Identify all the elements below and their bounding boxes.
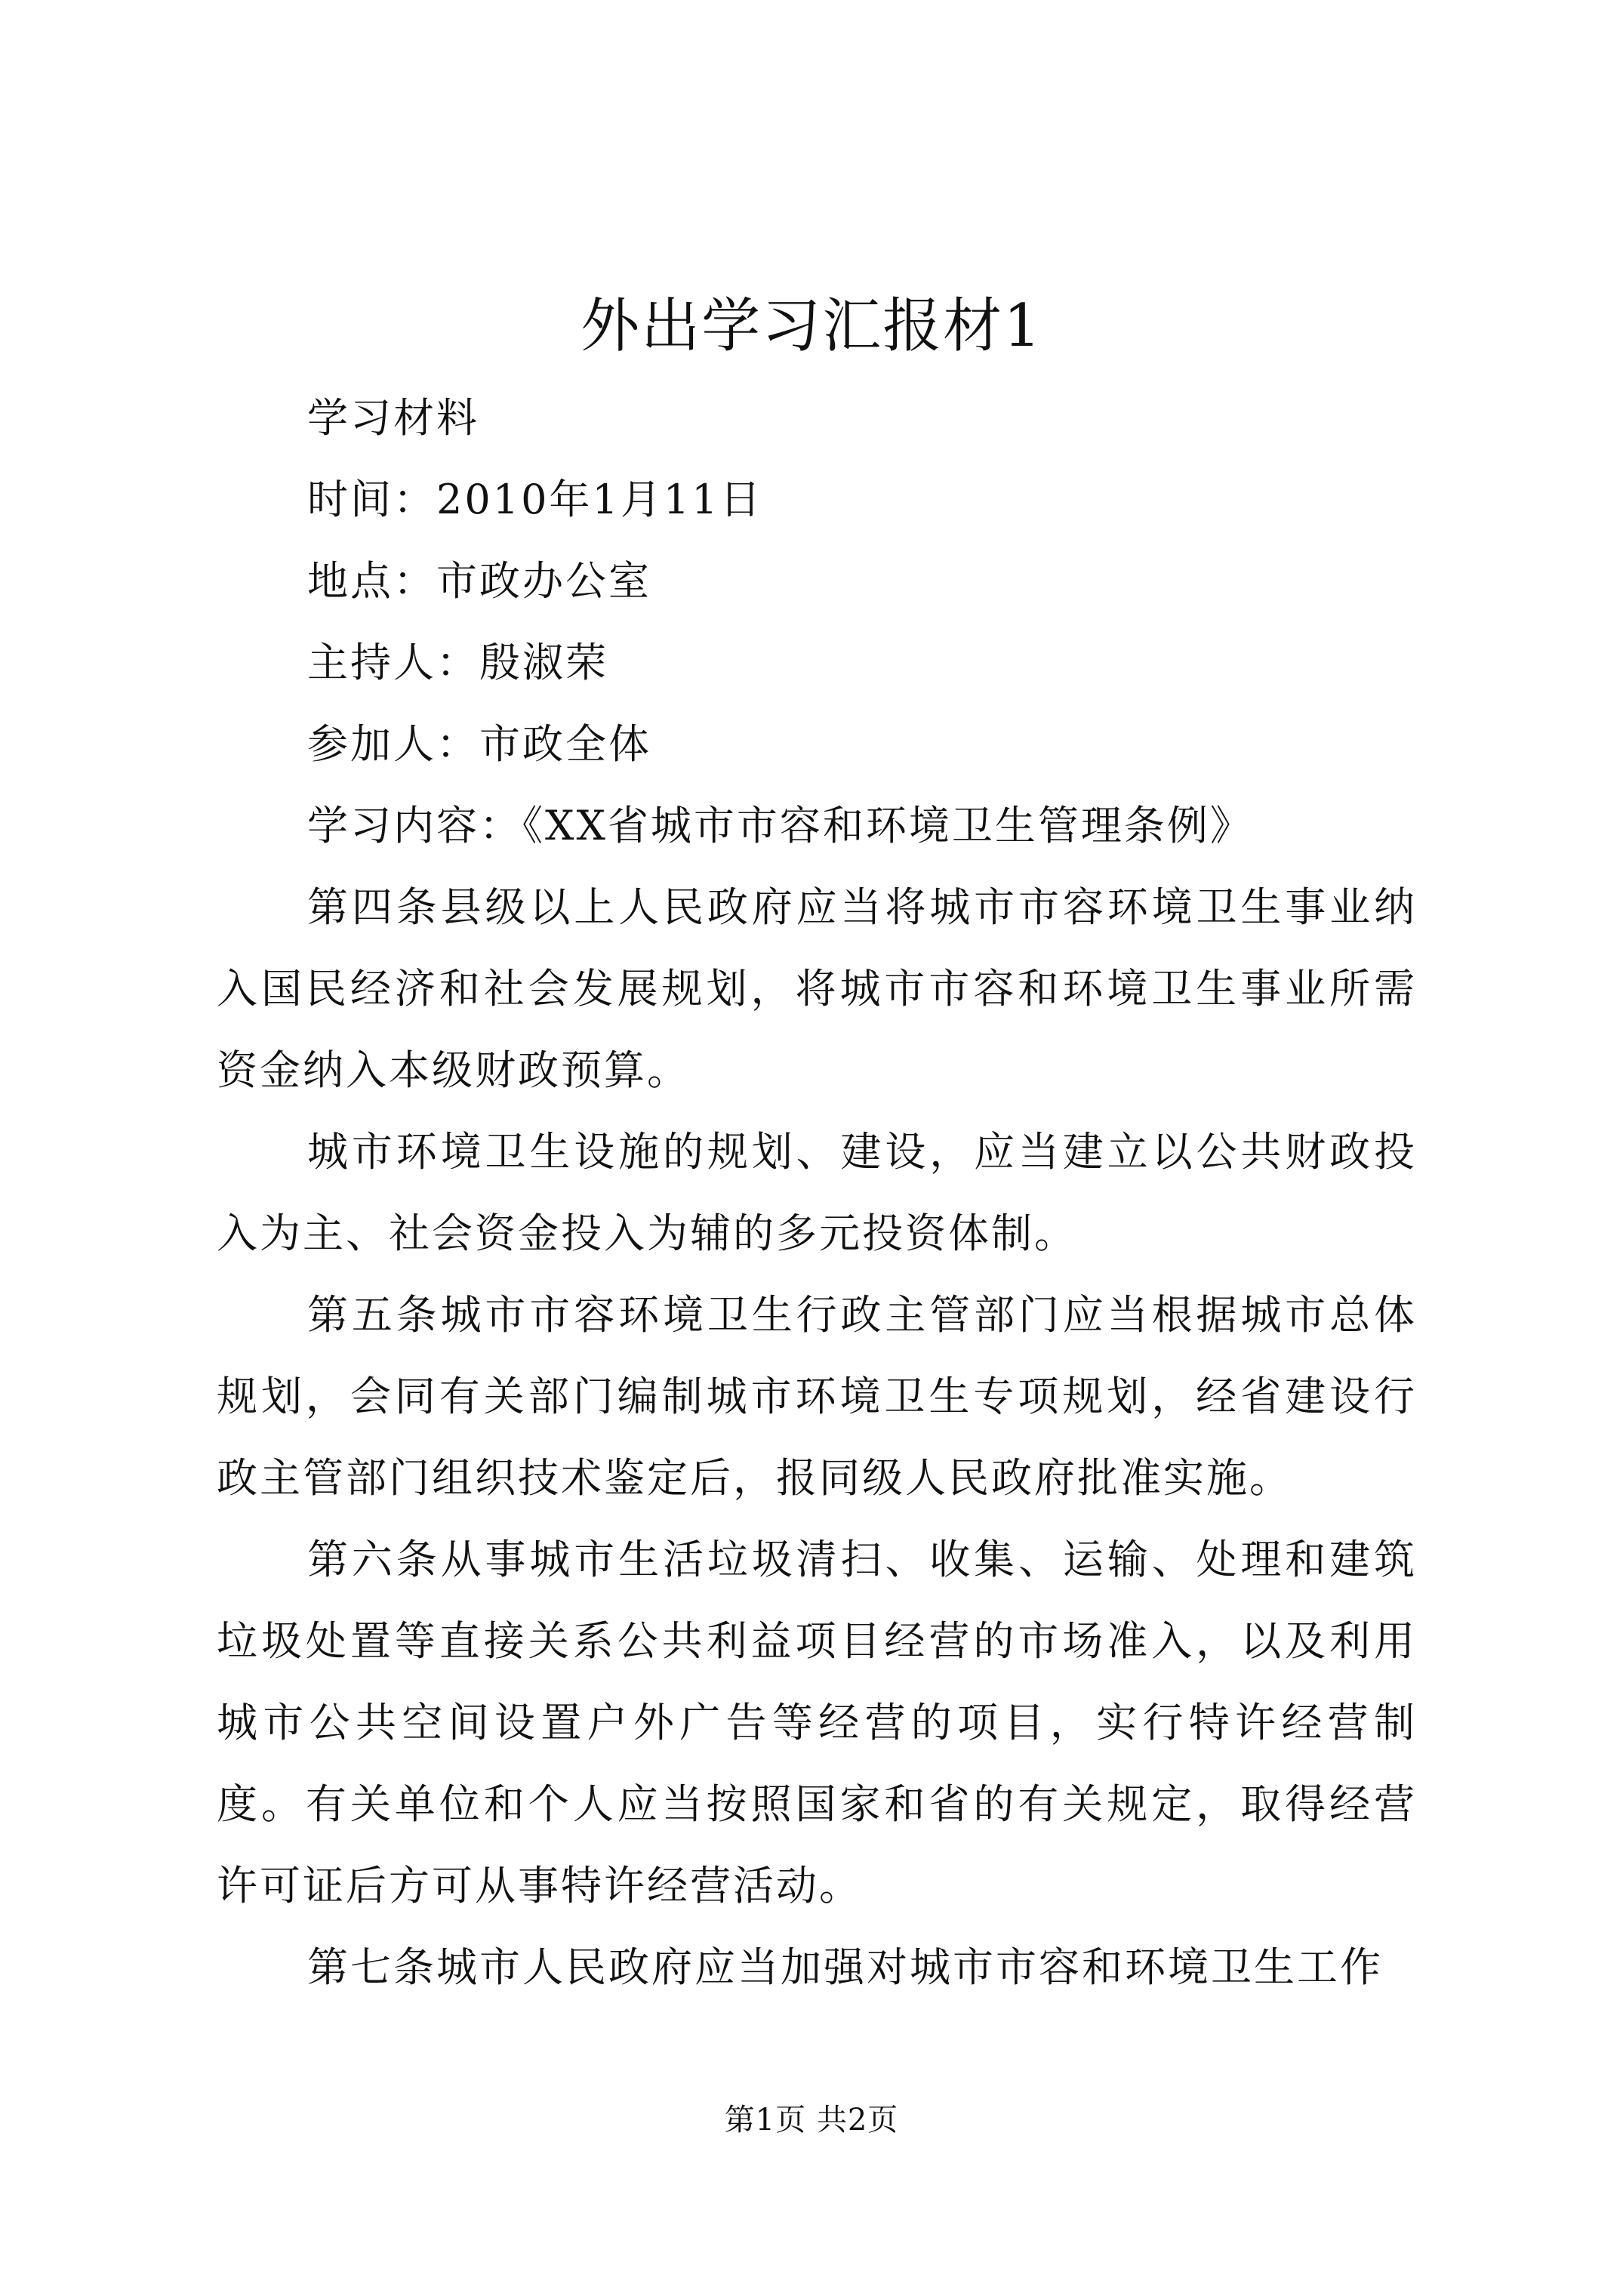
meta-study-content: 学习内容：《XX省城市市容和环境卫生管理条例》 — [307, 802, 1253, 849]
meta-time: 时间：2010年1月11日 — [307, 476, 763, 523]
meta-heading: 学习材料 — [307, 394, 479, 442]
paragraph-article-7: 第七条城市人民政府应当加强对城市市容和环境卫生工作 — [307, 1943, 1383, 1991]
paragraph-article-5: 第五条城市市容环境卫生行政主管部门应当根据城市总体规划，会同有关部门编制城市环境卫生专项规划，经省建设行政主管部门组织技术鉴定后，报同级人民政府批准实施。 — [217, 1291, 1417, 1502]
paragraph-investment-system: 城市环境卫生设施的规划、建设，应当建立以公共财政投入为主、社会资金投入为辅的多元投资体制。 — [217, 1128, 1417, 1257]
meta-host: 主持人：殷淑荣 — [307, 639, 608, 686]
paragraph-article-4: 第四条县级以上人民政府应当将城市市容环境卫生事业纳入国民经济和社会发展规划，将城市市容和环境卫生事业所需资金纳入本级财政预算。 — [217, 883, 1417, 1094]
paragraph-article-6: 第六条从事城市生活垃圾清扫、收集、运输、处理和建筑垃圾处置等直接关系公共利益项目经营的市场准入，以及利用城市公共空间设置户外广告等经营的项目，实行特许经营制度。有关单位和个人应当按照国家和省的有关规定，取得经营许可证后方可从事特许经营活动。 — [217, 1536, 1417, 1909]
page-number-footer: 第1页 共2页 — [724, 2103, 899, 2137]
document-body — [217, 378, 1417, 2008]
document-title: 外出学习汇报材1 — [581, 292, 1042, 360]
meta-place: 地点：市政办公室 — [307, 557, 651, 605]
meta-participants: 参加人：市政全体 — [307, 720, 651, 768]
